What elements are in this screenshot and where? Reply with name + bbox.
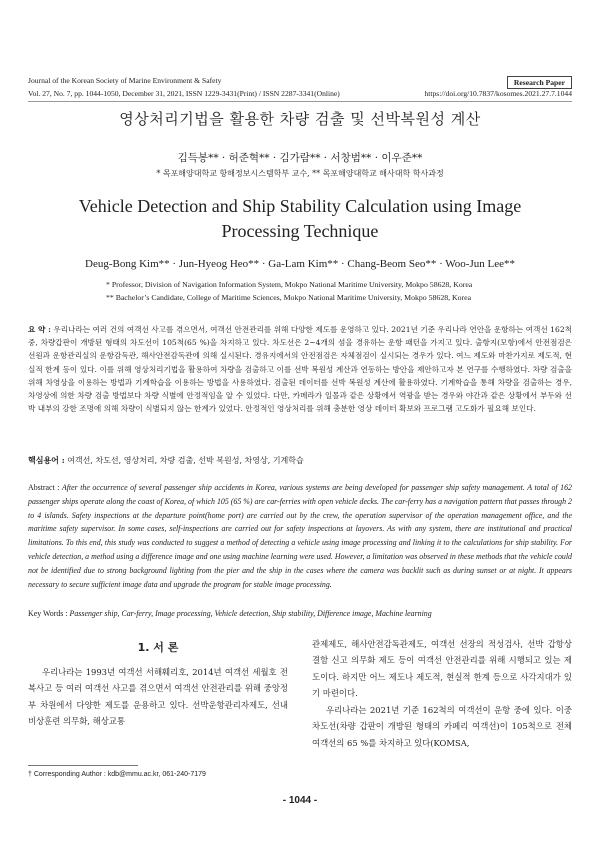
english-abstract xyxy=(28,481,572,591)
journal-name: Journal of the Korean Society of Marine Environment & Safety xyxy=(28,76,222,85)
english-authors: Deug-Bong Kim** · Jun-Hyeog Heo** · Ga-Lam Kim** · Chang-Beom Seo** · Woo-Jun Lee** xyxy=(85,258,515,270)
korean-title: 영상처리기법을 활용한 차량 검출 및 선박복원성 계산 xyxy=(119,110,481,128)
english-keywords-label: Key Words : xyxy=(28,609,68,618)
korean-keywords-text: 여객선, 차도선, 영상처리, 차량 검출, 선박 복원성, 차영상, 기계학습 xyxy=(67,456,304,465)
english-abstract-text: After the occurrence of several passenger ship accidents in Korea, various systems are being developed for passenger ship safety management. A total of 162 passenger ships operate along the coast of Korea, of which 105 (65 %) are car-ferries with open vehicle decks. The car-ferry has a navigation pattern that passes through 2 to 4 islands. Safety inspections at the departure point(home port) are carried out by the crew, the operation supervisor of the operation management office, and the maritime safety supervisor. In some cases, self-inspections are carried out for safety inspections at layovers. As with any system, there are institutional and practical limitations. To this end, this study was conducted to suggest a method of detecting a vehicle using image processing and linking it to the calculations for ship stability. For vehicle detection, a method using a difference image and one using machine learning were used. However, a limitation was observed in these methods that the vehicle could not be identified due to strong background lighting from the pier and the ship in the cases where the camera was backlit such as during sunset or at night. It appears necessary to secure sufficient image data and upgrade the program for stable image processing. xyxy=(28,483,572,589)
korean-abstract xyxy=(28,323,572,415)
korean-abstract-label: 요 약 : xyxy=(28,325,51,334)
body-left-paragraph: 우리나라는 1993년 여객선 서해훼리호, 2014년 여객선 세월호 전복사고 등 여러 여객선 사고를 겪으면서 여객선 안전관리를 위해 중앙정부 차원에서 다양한 제도를 운용하고 있다. 선박운항관리자제도, 선내 비상훈련 의무화, 해상교통 xyxy=(28,667,288,727)
article-type-badge: Research Paper xyxy=(507,76,572,89)
body-right-paragraph-1: 관제제도, 해사안전감독관제도, 여객선 선장의 적성검사, 선박 갑항상 결함 신고 의무화 제도 등이 여객선 안전관리를 위해 시행되고 있는 제도이다. 하지만 어느 제도나 제도적, 현실적 한계 등으로 사각지대가 있기 마련이다. xyxy=(312,639,572,699)
section-heading: 1. 서 론 xyxy=(137,641,179,654)
english-affiliation-1: * Professor, Division of Navigation Information System, Mokpo National Maritime University, Mokpo 58628, Korea xyxy=(106,280,473,289)
doi-link[interactable]: https://doi.org/10.7837/kosomes.2021.27.7.1044 xyxy=(424,89,572,98)
korean-keywords xyxy=(28,454,572,467)
header-divider xyxy=(28,101,572,102)
korean-keywords-label: 핵심용어 : xyxy=(28,455,65,465)
korean-affiliation: * 목포해양대학교 항해정보시스템학부 교수, ** 목포해양대학교 해사대학 학사과정 xyxy=(156,169,444,178)
page-number: - 1044 - xyxy=(282,795,318,806)
corresponding-author-footnote: † Corresponding Author : kdb@mmu.ac.kr, 061-240-7179 xyxy=(28,771,206,778)
english-keywords-text: Passenger ship, Car-ferry, Image processing, Vehicle detection, Ship stability, Difference image, Machine learning xyxy=(69,609,432,618)
footnote-divider xyxy=(28,765,138,766)
english-affiliation-2: ** Bachelor’s Candidate, College of Maritime Sciences, Mokpo National Maritime University, Mokpo 58628, Korea xyxy=(106,293,472,302)
korean-authors: 김득봉** · 허준혁** · 김가람** · 서창범** · 이우준** xyxy=(177,152,423,164)
english-keywords xyxy=(28,609,572,618)
english-title: Vehicle Detection and Ship Stability Calculation using Image Processing Technique xyxy=(78,196,522,241)
issue-info: Vol. 27, No. 7, pp. 1044-1050, December 31, 2021, ISSN 1229-3431(Print) / ISSN 2287-3341(Online) xyxy=(28,89,340,98)
body-right-paragraph-2: 우리나라는 2021년 기준 162척의 여객선이 운항 중에 있다. 이중 차도선(차량 갑판이 개방된 형태의 카페리 여객선)이 105척으로 전체 여객선의 65 %를 차지하고 있다(KOMSA, xyxy=(312,705,572,748)
english-abstract-label: Abstract : xyxy=(28,483,60,492)
korean-abstract-text: 우리나라는 여러 건의 여객선 사고를 겪으면서, 여객선 안전관리를 위해 다양한 제도를 운영하고 있다. 2021년 기준 우리나라 연안을 운항하는 여객선 162척 중, 차량갑판이 개방된 형태의 차도선이 105척(65 %)을 차지하고 있다. 차도선은 2~4개의 섬을 경유하는 운항 패턴을 가지고 있다. 출항지(모항)에서 안전점검은 선원과 운항관리실의 운항감독관, 해사안전감독관에 의해 실시된다. 경유지에서의 안전점검은 자체점검이 실시되는 경우가 있다. 여느 제도와 마찬가지로 제도적, 현실적 한계 등이 있다. 이를 위해 영상처리기법을 활용하여 차량을 검출하고 이를 선박 복원성 계산과 연동하는 방안을 제안하고자 본 연구를 수행하였다. 차량 검출을 위해 차영상을 이용하는 방법과 기계학습을 이용하는 방법을 사용하였다. 검출된 데이터를 선박 복원성 계산에 활용하였다. 기계학습을 통해 차량을 검출하는 경우, 차영상에 의한 차량 검출 방법보다 차량 식별에 안정적임을 알 수 있었다. 다만, 카메라가 일몰과 같은 상황에서 역광을 받는 경우와 야간과 같은 상황에서 부두와 선박 내부의 강한 조명에 의해 차량이 식별되지 않는 한계가 있었다. 안정적인 영상처리를 위해 충분한 영상 데이터 확보와 프로그램 고도화가 필요해 보인다. xyxy=(28,325,572,414)
